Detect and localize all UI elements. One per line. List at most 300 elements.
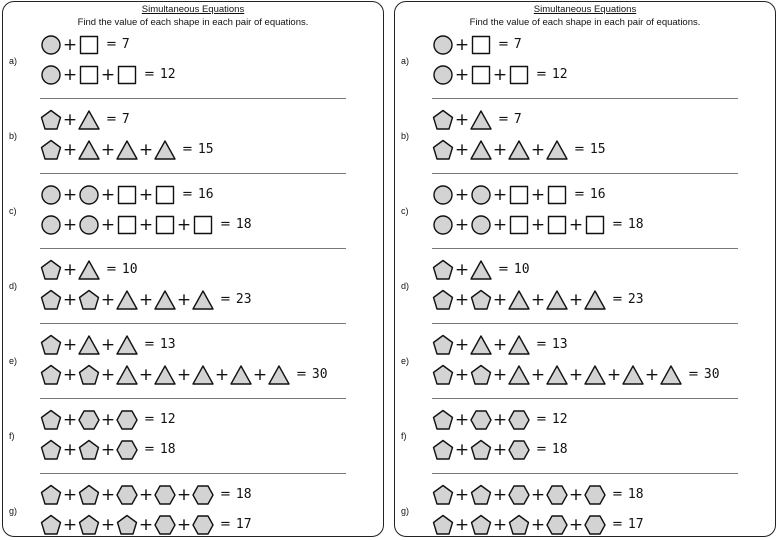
equation-row bbox=[40, 183, 214, 207]
pentagon-icon bbox=[40, 514, 62, 536]
equation-total: 12 bbox=[159, 67, 176, 82]
plus-sign: + bbox=[100, 140, 116, 160]
hexagon-icon bbox=[154, 484, 176, 506]
circle-icon bbox=[432, 64, 454, 86]
triangle-icon bbox=[230, 364, 252, 386]
pentagon-icon bbox=[470, 514, 492, 536]
equation-total: 18 bbox=[235, 217, 252, 232]
equation-row bbox=[432, 513, 644, 537]
triangle-icon bbox=[154, 364, 176, 386]
plus-sign: + bbox=[62, 335, 78, 355]
pentagon-icon bbox=[432, 139, 454, 161]
hexagon-icon bbox=[192, 484, 214, 506]
question-label: c) bbox=[9, 206, 17, 216]
equation-row bbox=[432, 333, 568, 357]
circle-icon bbox=[432, 34, 454, 56]
plus-sign: + bbox=[176, 485, 192, 505]
square-icon bbox=[154, 214, 176, 236]
plus-sign: + bbox=[62, 485, 78, 505]
equation-total: 18 bbox=[627, 487, 644, 502]
question-label: d) bbox=[9, 281, 18, 291]
plus-sign: + bbox=[100, 185, 116, 205]
question-label: f) bbox=[401, 431, 407, 441]
plus-sign: + bbox=[492, 440, 508, 460]
equation-row bbox=[40, 438, 176, 462]
equation-total: 18 bbox=[235, 487, 252, 502]
circle-icon bbox=[432, 184, 454, 206]
equals-sign: = bbox=[574, 142, 585, 157]
equals-sign: = bbox=[220, 217, 231, 232]
question-divider bbox=[432, 398, 738, 399]
equation-total: 13 bbox=[551, 337, 568, 352]
square-icon bbox=[584, 214, 606, 236]
pentagon-icon bbox=[470, 484, 492, 506]
plus-sign: + bbox=[176, 290, 192, 310]
plus-sign: + bbox=[62, 365, 78, 385]
equation-total: 23 bbox=[627, 292, 644, 307]
question-label: c) bbox=[401, 206, 409, 216]
equation-row bbox=[40, 333, 176, 357]
triangle-icon bbox=[584, 364, 606, 386]
plus-sign: + bbox=[530, 485, 546, 505]
equation-row bbox=[432, 213, 644, 237]
plus-sign: + bbox=[568, 290, 584, 310]
plus-sign: + bbox=[62, 140, 78, 160]
triangle-icon bbox=[584, 289, 606, 311]
equation-row bbox=[40, 483, 252, 507]
plus-sign: + bbox=[454, 260, 470, 280]
plus-sign: + bbox=[138, 365, 154, 385]
triangle-icon bbox=[622, 364, 644, 386]
circle-icon bbox=[78, 214, 100, 236]
square-icon bbox=[192, 214, 214, 236]
plus-sign: + bbox=[454, 485, 470, 505]
plus-sign: + bbox=[100, 65, 116, 85]
equation-row bbox=[432, 483, 644, 507]
question-label: e) bbox=[9, 356, 18, 366]
plus-sign: + bbox=[530, 140, 546, 160]
worksheet-title: Simultaneous Equations bbox=[533, 4, 637, 15]
triangle-icon bbox=[508, 334, 530, 356]
circle-icon bbox=[470, 214, 492, 236]
equation-row bbox=[40, 138, 214, 162]
pentagon-icon bbox=[470, 439, 492, 461]
pentagon-icon bbox=[470, 289, 492, 311]
pentagon-icon bbox=[432, 409, 454, 431]
equation-row bbox=[40, 213, 252, 237]
hexagon-icon bbox=[508, 484, 530, 506]
plus-sign: + bbox=[100, 290, 116, 310]
plus-sign: + bbox=[252, 365, 268, 385]
triangle-icon bbox=[470, 334, 492, 356]
pentagon-icon bbox=[432, 514, 454, 536]
question-label: a) bbox=[9, 56, 18, 66]
hexagon-icon bbox=[508, 439, 530, 461]
pentagon-icon bbox=[78, 484, 100, 506]
equation-total: 7 bbox=[513, 112, 522, 127]
plus-sign: + bbox=[492, 335, 508, 355]
plus-sign: + bbox=[454, 65, 470, 85]
triangle-icon bbox=[78, 259, 100, 281]
equation-total: 15 bbox=[197, 142, 214, 157]
hexagon-icon bbox=[546, 514, 568, 536]
question-divider bbox=[432, 173, 738, 174]
plus-sign: + bbox=[138, 290, 154, 310]
equation-row bbox=[432, 288, 644, 312]
plus-sign: + bbox=[176, 365, 192, 385]
equals-sign: = bbox=[144, 412, 155, 427]
plus-sign: + bbox=[138, 185, 154, 205]
plus-sign: + bbox=[530, 185, 546, 205]
equation-total: 17 bbox=[235, 517, 252, 532]
equals-sign: = bbox=[220, 517, 231, 532]
pentagon-icon bbox=[432, 259, 454, 281]
triangle-icon bbox=[78, 334, 100, 356]
pentagon-icon bbox=[432, 484, 454, 506]
equation-row bbox=[432, 63, 568, 87]
equation-row bbox=[432, 33, 522, 57]
equation-total: 23 bbox=[235, 292, 252, 307]
equals-sign: = bbox=[106, 262, 117, 277]
equals-sign: = bbox=[106, 112, 117, 127]
square-icon bbox=[546, 184, 568, 206]
equals-sign: = bbox=[498, 37, 509, 52]
equation-total: 18 bbox=[627, 217, 644, 232]
plus-sign: + bbox=[530, 515, 546, 535]
plus-sign: + bbox=[454, 110, 470, 130]
triangle-icon bbox=[154, 139, 176, 161]
square-icon bbox=[508, 64, 530, 86]
plus-sign: + bbox=[62, 515, 78, 535]
equation-row bbox=[432, 438, 568, 462]
triangle-icon bbox=[116, 289, 138, 311]
question-divider bbox=[40, 473, 346, 474]
hexagon-icon bbox=[78, 409, 100, 431]
plus-sign: + bbox=[568, 365, 584, 385]
plus-sign: + bbox=[100, 485, 116, 505]
triangle-icon bbox=[470, 139, 492, 161]
equals-sign: = bbox=[498, 112, 509, 127]
square-icon bbox=[116, 214, 138, 236]
equation-total: 18 bbox=[551, 442, 568, 457]
hexagon-icon bbox=[154, 514, 176, 536]
triangle-icon bbox=[546, 289, 568, 311]
circle-icon bbox=[40, 214, 62, 236]
pentagon-icon bbox=[40, 439, 62, 461]
equation-total: 13 bbox=[159, 337, 176, 352]
square-icon bbox=[78, 64, 100, 86]
plus-sign: + bbox=[454, 140, 470, 160]
square-icon bbox=[116, 184, 138, 206]
hexagon-icon bbox=[192, 514, 214, 536]
square-icon bbox=[546, 214, 568, 236]
plus-sign: + bbox=[62, 410, 78, 430]
square-icon bbox=[508, 184, 530, 206]
equals-sign: = bbox=[536, 67, 547, 82]
pentagon-icon bbox=[78, 514, 100, 536]
plus-sign: + bbox=[62, 35, 78, 55]
hexagon-icon bbox=[470, 409, 492, 431]
pentagon-icon bbox=[40, 289, 62, 311]
equation-total: 17 bbox=[627, 517, 644, 532]
equation-total: 12 bbox=[159, 412, 176, 427]
plus-sign: + bbox=[530, 365, 546, 385]
plus-sign: + bbox=[62, 110, 78, 130]
pentagon-icon bbox=[40, 139, 62, 161]
plus-sign: + bbox=[100, 440, 116, 460]
question-label: g) bbox=[401, 506, 410, 516]
triangle-icon bbox=[546, 139, 568, 161]
plus-sign: + bbox=[454, 440, 470, 460]
plus-sign: + bbox=[138, 515, 154, 535]
plus-sign: + bbox=[138, 140, 154, 160]
equation-total: 30 bbox=[703, 367, 720, 382]
plus-sign: + bbox=[492, 185, 508, 205]
triangle-icon bbox=[192, 364, 214, 386]
plus-sign: + bbox=[454, 515, 470, 535]
pentagon-icon bbox=[432, 364, 454, 386]
circle-icon bbox=[40, 34, 62, 56]
pentagon-icon bbox=[40, 334, 62, 356]
equation-row bbox=[40, 408, 176, 432]
pentagon-icon bbox=[40, 364, 62, 386]
hexagon-icon bbox=[508, 409, 530, 431]
plus-sign: + bbox=[176, 215, 192, 235]
equals-sign: = bbox=[612, 487, 623, 502]
equation-row bbox=[40, 108, 130, 132]
question-label: a) bbox=[401, 56, 410, 66]
pentagon-icon bbox=[432, 334, 454, 356]
square-icon bbox=[154, 184, 176, 206]
equals-sign: = bbox=[498, 262, 509, 277]
plus-sign: + bbox=[454, 335, 470, 355]
triangle-icon bbox=[470, 259, 492, 281]
plus-sign: + bbox=[454, 410, 470, 430]
equals-sign: = bbox=[182, 187, 193, 202]
pentagon-icon bbox=[432, 289, 454, 311]
pentagon-icon bbox=[116, 514, 138, 536]
plus-sign: + bbox=[100, 365, 116, 385]
equation-row bbox=[432, 408, 568, 432]
plus-sign: + bbox=[100, 410, 116, 430]
equation-row bbox=[40, 258, 138, 282]
triangle-icon bbox=[546, 364, 568, 386]
plus-sign: + bbox=[62, 440, 78, 460]
plus-sign: + bbox=[492, 65, 508, 85]
plus-sign: + bbox=[138, 485, 154, 505]
equation-total: 18 bbox=[159, 442, 176, 457]
plus-sign: + bbox=[62, 215, 78, 235]
triangle-icon bbox=[192, 289, 214, 311]
plus-sign: + bbox=[62, 260, 78, 280]
equation-row bbox=[432, 183, 606, 207]
equals-sign: = bbox=[536, 412, 547, 427]
plus-sign: + bbox=[568, 515, 584, 535]
equation-total: 10 bbox=[121, 262, 138, 277]
equals-sign: = bbox=[144, 67, 155, 82]
question-divider bbox=[40, 248, 346, 249]
square-icon bbox=[470, 34, 492, 56]
equation-total: 7 bbox=[121, 37, 130, 52]
circle-icon bbox=[40, 64, 62, 86]
equation-total: 16 bbox=[589, 187, 606, 202]
equation-row bbox=[40, 288, 252, 312]
plus-sign: + bbox=[62, 185, 78, 205]
equals-sign: = bbox=[688, 367, 699, 382]
square-icon bbox=[78, 34, 100, 56]
pentagon-icon bbox=[78, 439, 100, 461]
plus-sign: + bbox=[492, 215, 508, 235]
equation-total: 15 bbox=[589, 142, 606, 157]
pentagon-icon bbox=[432, 439, 454, 461]
equals-sign: = bbox=[182, 142, 193, 157]
equals-sign: = bbox=[574, 187, 585, 202]
plus-sign: + bbox=[492, 290, 508, 310]
equals-sign: = bbox=[612, 217, 623, 232]
triangle-icon bbox=[78, 109, 100, 131]
circle-icon bbox=[432, 214, 454, 236]
equation-total: 7 bbox=[121, 112, 130, 127]
question-divider bbox=[432, 248, 738, 249]
plus-sign: + bbox=[492, 140, 508, 160]
triangle-icon bbox=[508, 139, 530, 161]
hexagon-icon bbox=[116, 484, 138, 506]
equals-sign: = bbox=[220, 487, 231, 502]
pentagon-icon bbox=[40, 259, 62, 281]
equation-row bbox=[40, 363, 328, 387]
question-divider bbox=[432, 473, 738, 474]
plus-sign: + bbox=[62, 65, 78, 85]
hexagon-icon bbox=[546, 484, 568, 506]
question-label: g) bbox=[9, 506, 18, 516]
equation-row bbox=[432, 258, 530, 282]
equation-row bbox=[40, 33, 130, 57]
triangle-icon bbox=[116, 364, 138, 386]
plus-sign: + bbox=[62, 290, 78, 310]
pentagon-icon bbox=[470, 364, 492, 386]
plus-sign: + bbox=[644, 365, 660, 385]
plus-sign: + bbox=[454, 290, 470, 310]
hexagon-icon bbox=[116, 409, 138, 431]
plus-sign: + bbox=[568, 215, 584, 235]
equation-row bbox=[40, 63, 176, 87]
circle-icon bbox=[470, 184, 492, 206]
plus-sign: + bbox=[100, 515, 116, 535]
triangle-icon bbox=[660, 364, 682, 386]
equation-total: 12 bbox=[551, 67, 568, 82]
pentagon-icon bbox=[508, 514, 530, 536]
equals-sign: = bbox=[106, 37, 117, 52]
question-divider bbox=[432, 98, 738, 99]
plus-sign: + bbox=[492, 365, 508, 385]
triangle-icon bbox=[508, 364, 530, 386]
square-icon bbox=[470, 64, 492, 86]
plus-sign: + bbox=[606, 365, 622, 385]
equals-sign: = bbox=[144, 337, 155, 352]
worksheet-panel-right bbox=[394, 1, 776, 537]
hexagon-icon bbox=[584, 514, 606, 536]
question-divider bbox=[432, 323, 738, 324]
equals-sign: = bbox=[220, 292, 231, 307]
plus-sign: + bbox=[568, 485, 584, 505]
circle-icon bbox=[78, 184, 100, 206]
triangle-icon bbox=[116, 334, 138, 356]
worksheet-instructions: Find the value of each shape in each pair of equations. bbox=[77, 17, 309, 28]
plus-sign: + bbox=[100, 215, 116, 235]
pentagon-icon bbox=[78, 364, 100, 386]
question-divider bbox=[40, 98, 346, 99]
worksheet-title: Simultaneous Equations bbox=[141, 4, 245, 15]
pentagon-icon bbox=[78, 289, 100, 311]
triangle-icon bbox=[78, 139, 100, 161]
plus-sign: + bbox=[492, 485, 508, 505]
plus-sign: + bbox=[492, 515, 508, 535]
question-label: d) bbox=[401, 281, 410, 291]
question-divider bbox=[40, 173, 346, 174]
plus-sign: + bbox=[454, 35, 470, 55]
equals-sign: = bbox=[612, 517, 623, 532]
plus-sign: + bbox=[138, 215, 154, 235]
question-label: b) bbox=[9, 131, 18, 141]
plus-sign: + bbox=[530, 290, 546, 310]
square-icon bbox=[116, 64, 138, 86]
hexagon-icon bbox=[584, 484, 606, 506]
plus-sign: + bbox=[214, 365, 230, 385]
equals-sign: = bbox=[144, 442, 155, 457]
equation-total: 12 bbox=[551, 412, 568, 427]
equation-total: 10 bbox=[513, 262, 530, 277]
question-divider bbox=[40, 323, 346, 324]
equation-total: 16 bbox=[197, 187, 214, 202]
plus-sign: + bbox=[454, 185, 470, 205]
equals-sign: = bbox=[612, 292, 623, 307]
worksheet-panel-left bbox=[2, 1, 384, 537]
hexagon-icon bbox=[116, 439, 138, 461]
question-label: e) bbox=[401, 356, 410, 366]
triangle-icon bbox=[470, 109, 492, 131]
equation-row bbox=[432, 138, 606, 162]
triangle-icon bbox=[508, 289, 530, 311]
pentagon-icon bbox=[40, 109, 62, 131]
question-label: b) bbox=[401, 131, 410, 141]
equation-total: 30 bbox=[311, 367, 328, 382]
plus-sign: + bbox=[530, 215, 546, 235]
worksheet-instructions: Find the value of each shape in each pair of equations. bbox=[469, 17, 701, 28]
triangle-icon bbox=[116, 139, 138, 161]
plus-sign: + bbox=[176, 515, 192, 535]
equation-row bbox=[432, 363, 720, 387]
equals-sign: = bbox=[536, 337, 547, 352]
equals-sign: = bbox=[296, 367, 307, 382]
triangle-icon bbox=[154, 289, 176, 311]
question-divider bbox=[40, 398, 346, 399]
triangle-icon bbox=[268, 364, 290, 386]
question-label: f) bbox=[9, 431, 15, 441]
square-icon bbox=[508, 214, 530, 236]
circle-icon bbox=[40, 184, 62, 206]
equation-row bbox=[432, 108, 522, 132]
plus-sign: + bbox=[492, 410, 508, 430]
equals-sign: = bbox=[536, 442, 547, 457]
pentagon-icon bbox=[40, 484, 62, 506]
plus-sign: + bbox=[454, 365, 470, 385]
pentagon-icon bbox=[40, 409, 62, 431]
pentagon-icon bbox=[432, 109, 454, 131]
equation-row bbox=[40, 513, 252, 537]
plus-sign: + bbox=[100, 335, 116, 355]
plus-sign: + bbox=[454, 215, 470, 235]
equation-total: 7 bbox=[513, 37, 522, 52]
